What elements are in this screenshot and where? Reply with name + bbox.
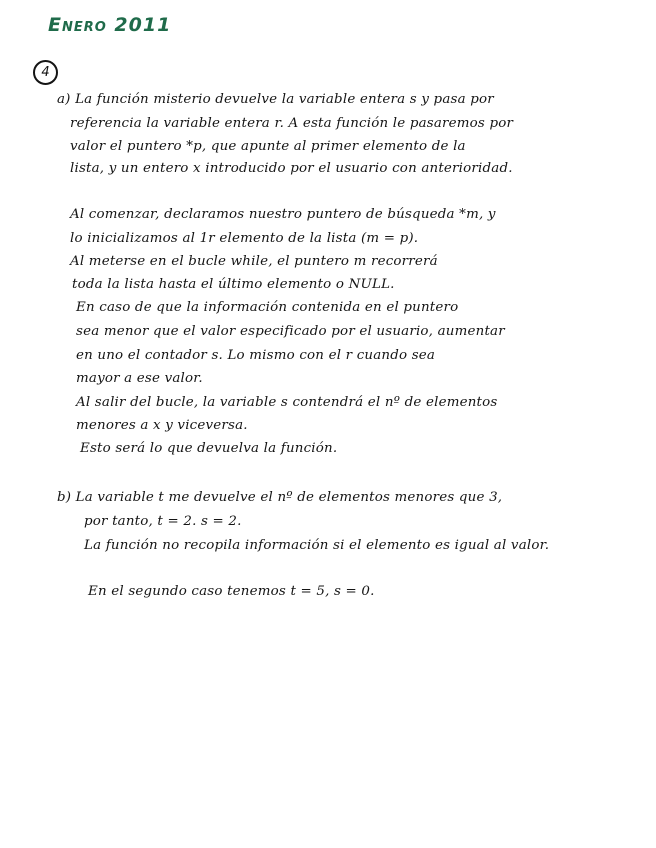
part-a-line: mayor a ese valor. <box>76 371 203 386</box>
part-a-line: valor el puntero *p, que apunte al primer elemento de la <box>70 139 466 154</box>
part-b-line: b) La variable t me devuelve el nº de elementos menores que 3, <box>57 490 503 505</box>
part-a-line: menores a x y viceversa. <box>76 418 248 433</box>
part-a-line: Al salir del bucle, la variable s contendrá el nº de elementos <box>76 395 498 410</box>
page-header-date: Enero 2011 <box>48 14 172 36</box>
part-b-line: En el segundo caso tenemos t = 5, s = 0. <box>88 584 375 599</box>
part-a-line: toda la lista hasta el último elemento o NULL. <box>72 277 395 292</box>
part-a-line: Al meterse en el bucle while, el puntero m recorrerá <box>70 254 438 269</box>
part-a-line: sea menor que el valor especificado por el usuario, aumentar <box>76 324 505 339</box>
part-b-line: por tanto, t = 2. s = 2. <box>84 514 242 529</box>
part-a-line: Esto será lo que devuelva la función. <box>80 441 338 456</box>
part-a-line: a) La función misterio devuelve la variable entera s y pasa por <box>57 92 494 107</box>
part-a-line: lo inicializamos al 1r elemento de la lista (m = p). <box>70 231 419 246</box>
part-a-line: en uno el contador s. Lo mismo con el r cuando sea <box>76 348 436 363</box>
part-a-line: referencia la variable entera r. A esta función le pasaremos por <box>70 116 514 131</box>
part-b-line: La función no recopila información si el elemento es igual al valor. <box>84 538 550 553</box>
part-a-line: Al comenzar, declaramos nuestro puntero de búsqueda *m, y <box>70 207 496 222</box>
part-a-line: En caso de que la información contenida en el puntero <box>76 300 459 315</box>
part-a-line: lista, y un entero x introducido por el usuario con anterioridad. <box>70 161 513 176</box>
question-number-circle: 4 <box>33 60 58 85</box>
